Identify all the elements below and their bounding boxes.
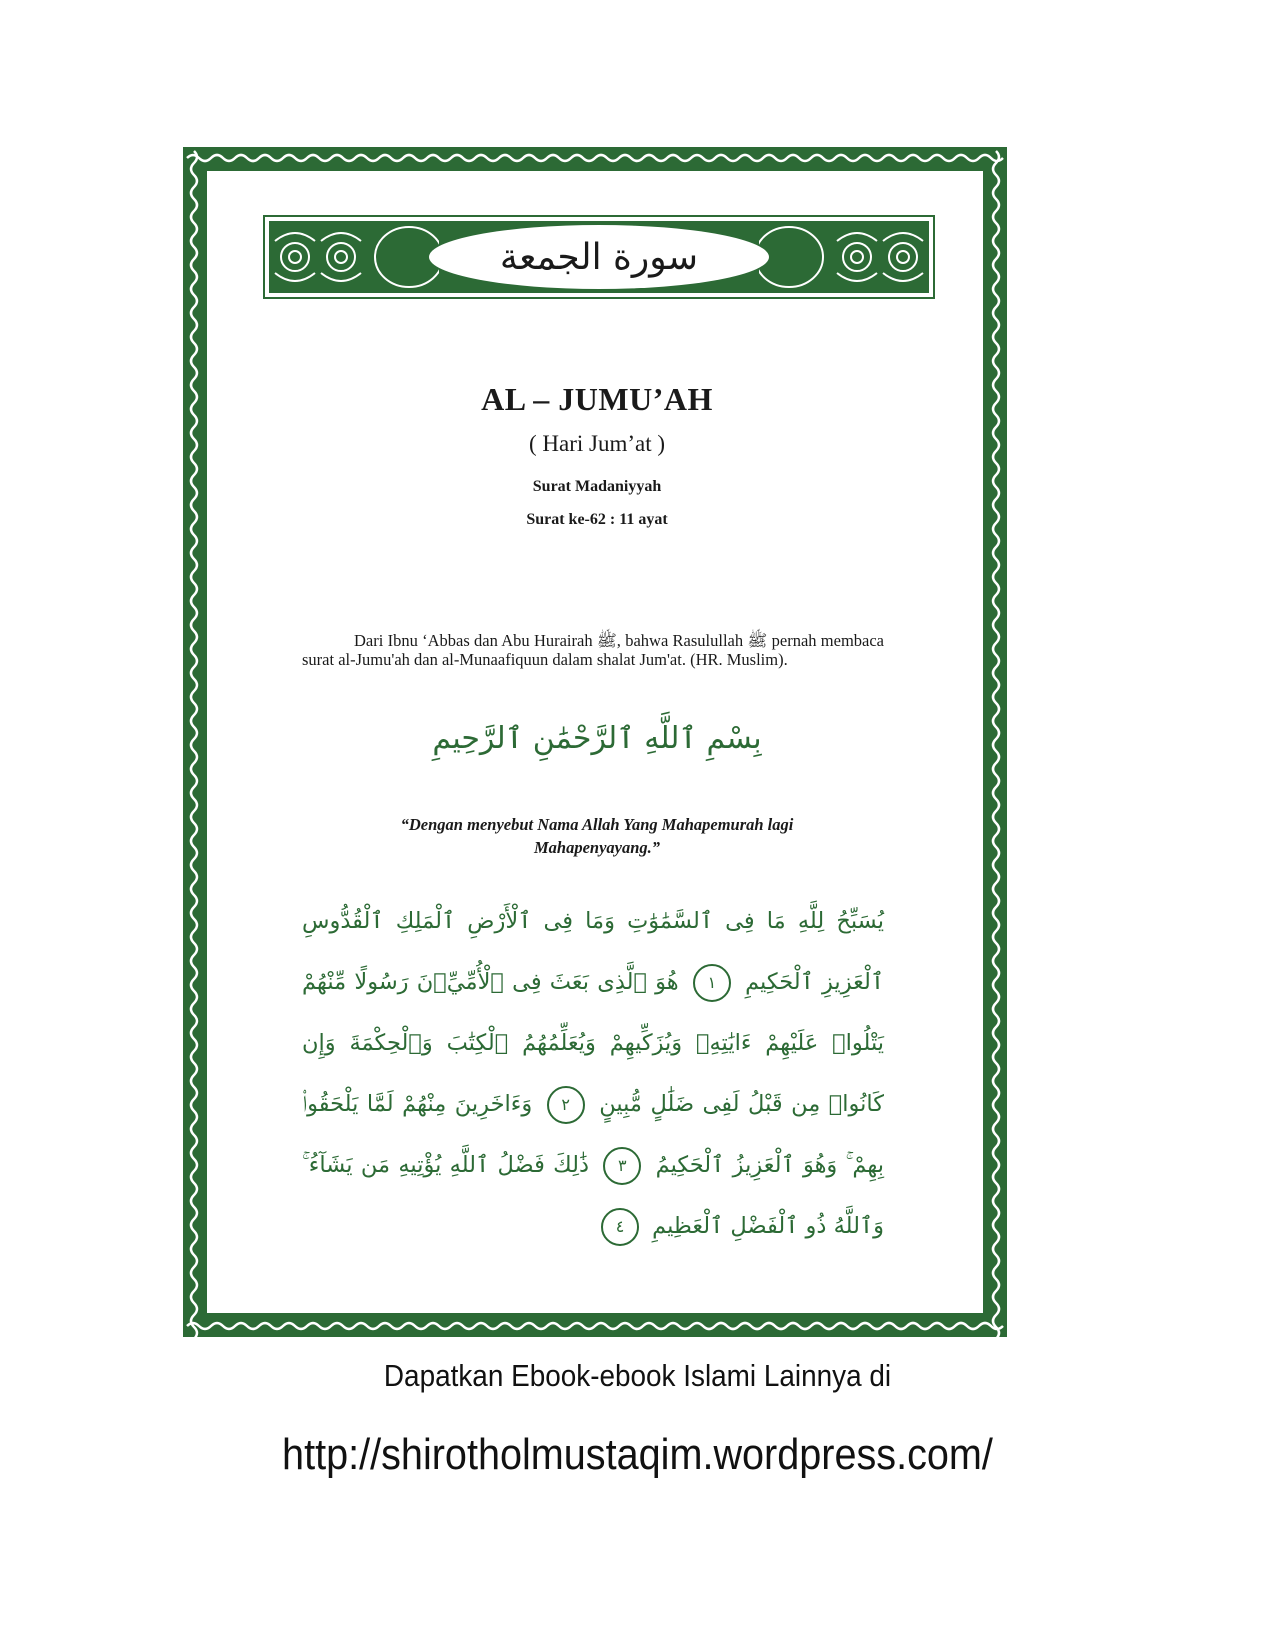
arabesque-ornament-right (759, 221, 929, 293)
surah-name: AL – JUMU’AH (481, 381, 713, 417)
footer-promo-text: Dapatkan Ebook-ebook Islami Lainnya di (383, 1358, 892, 1393)
quran-verses (302, 891, 884, 1257)
title-cartouche (429, 225, 769, 289)
ayah-number-marker: ٢ (547, 1086, 585, 1124)
surah-type: Surat Madaniyyah (532, 478, 662, 495)
ayah-number-marker: ١ (693, 964, 731, 1002)
verse-text: وَءَاخَرِينَ مِنْهُمْ لَمَّا يَلْحَقُوا۟ بِهِمْ ۚ وَهُوَ ٱلْعَزِيزُ ٱلْحَكِيمُ (302, 1091, 884, 1178)
ayah-number-marker: ٣ (603, 1147, 641, 1185)
hadith-text: Dari Ibnu ‘Abbas dan Abu Hurairah ﷺ, bahwa Rasulullah ﷺ pernah membaca surat al-Jumu'ah dan al-Munaafiquun dalam shalat Jum'at. (HR. Muslim). (302, 631, 885, 669)
basmalah-translation: “Dengan menyebut Nama Allah Yang Mahapemurah lagi Mahapenyayang.” (400, 815, 794, 857)
surah-meaning: ( Hari Jum’at ) (528, 431, 666, 456)
verse-text: هُوَ ٱلَّذِى بَعَثَ فِى ٱلْأُمِّيِّۦنَ رَسُولًا مِّنْهُمْ يَتْلُوا۟ عَلَيْهِمْ ءَايَٰتِهِۦ وَيُزَكِّيهِمْ وَيُعَلِّمُهُمُ ٱلْكِتَٰبَ وَٱلْحِكْمَةَ وَإِن كَانُوا۟ مِن قَبْلُ لَفِى ضَلَٰلٍ مُّبِينٍ (302, 969, 884, 1117)
page-content (205, 169, 985, 1315)
ayah-number-marker: ٤ (601, 1208, 639, 1246)
hadith-paragraph (302, 631, 884, 669)
verse-text: يُسَبِّحُ لِلَّهِ مَا فِى ٱلسَّمَٰوَٰتِ وَمَا فِى ٱلْأَرْضِ ٱلْمَلِكِ ٱلْقُدُّوسِ ٱلْعَزِيزِ ٱلْحَكِيمِ (302, 908, 885, 995)
title-banner (263, 215, 935, 299)
basmalah-arabic: بِسْمِ ٱللَّهِ ٱلرَّحْمَٰنِ ٱلرَّحِيمِ (432, 721, 762, 756)
arabesque-ornament-left (269, 221, 439, 293)
decorative-frame (183, 147, 1007, 1337)
surah-number: Surat ke-62 : 11 ayat (526, 511, 668, 528)
arabic-surah-title: سورة الجمعة (499, 236, 699, 278)
verse-text: ذَٰلِكَ فَضْلُ ٱللَّهِ يُؤْتِيهِ مَن يَشَآءُ ۚ وَٱللَّهُ ذُو ٱلْفَضْلِ ٱلْعَظِيمِ (302, 1152, 884, 1239)
footer-url-link[interactable]: http://shirotholmustaqim.wordpress.com/ (282, 1430, 993, 1479)
